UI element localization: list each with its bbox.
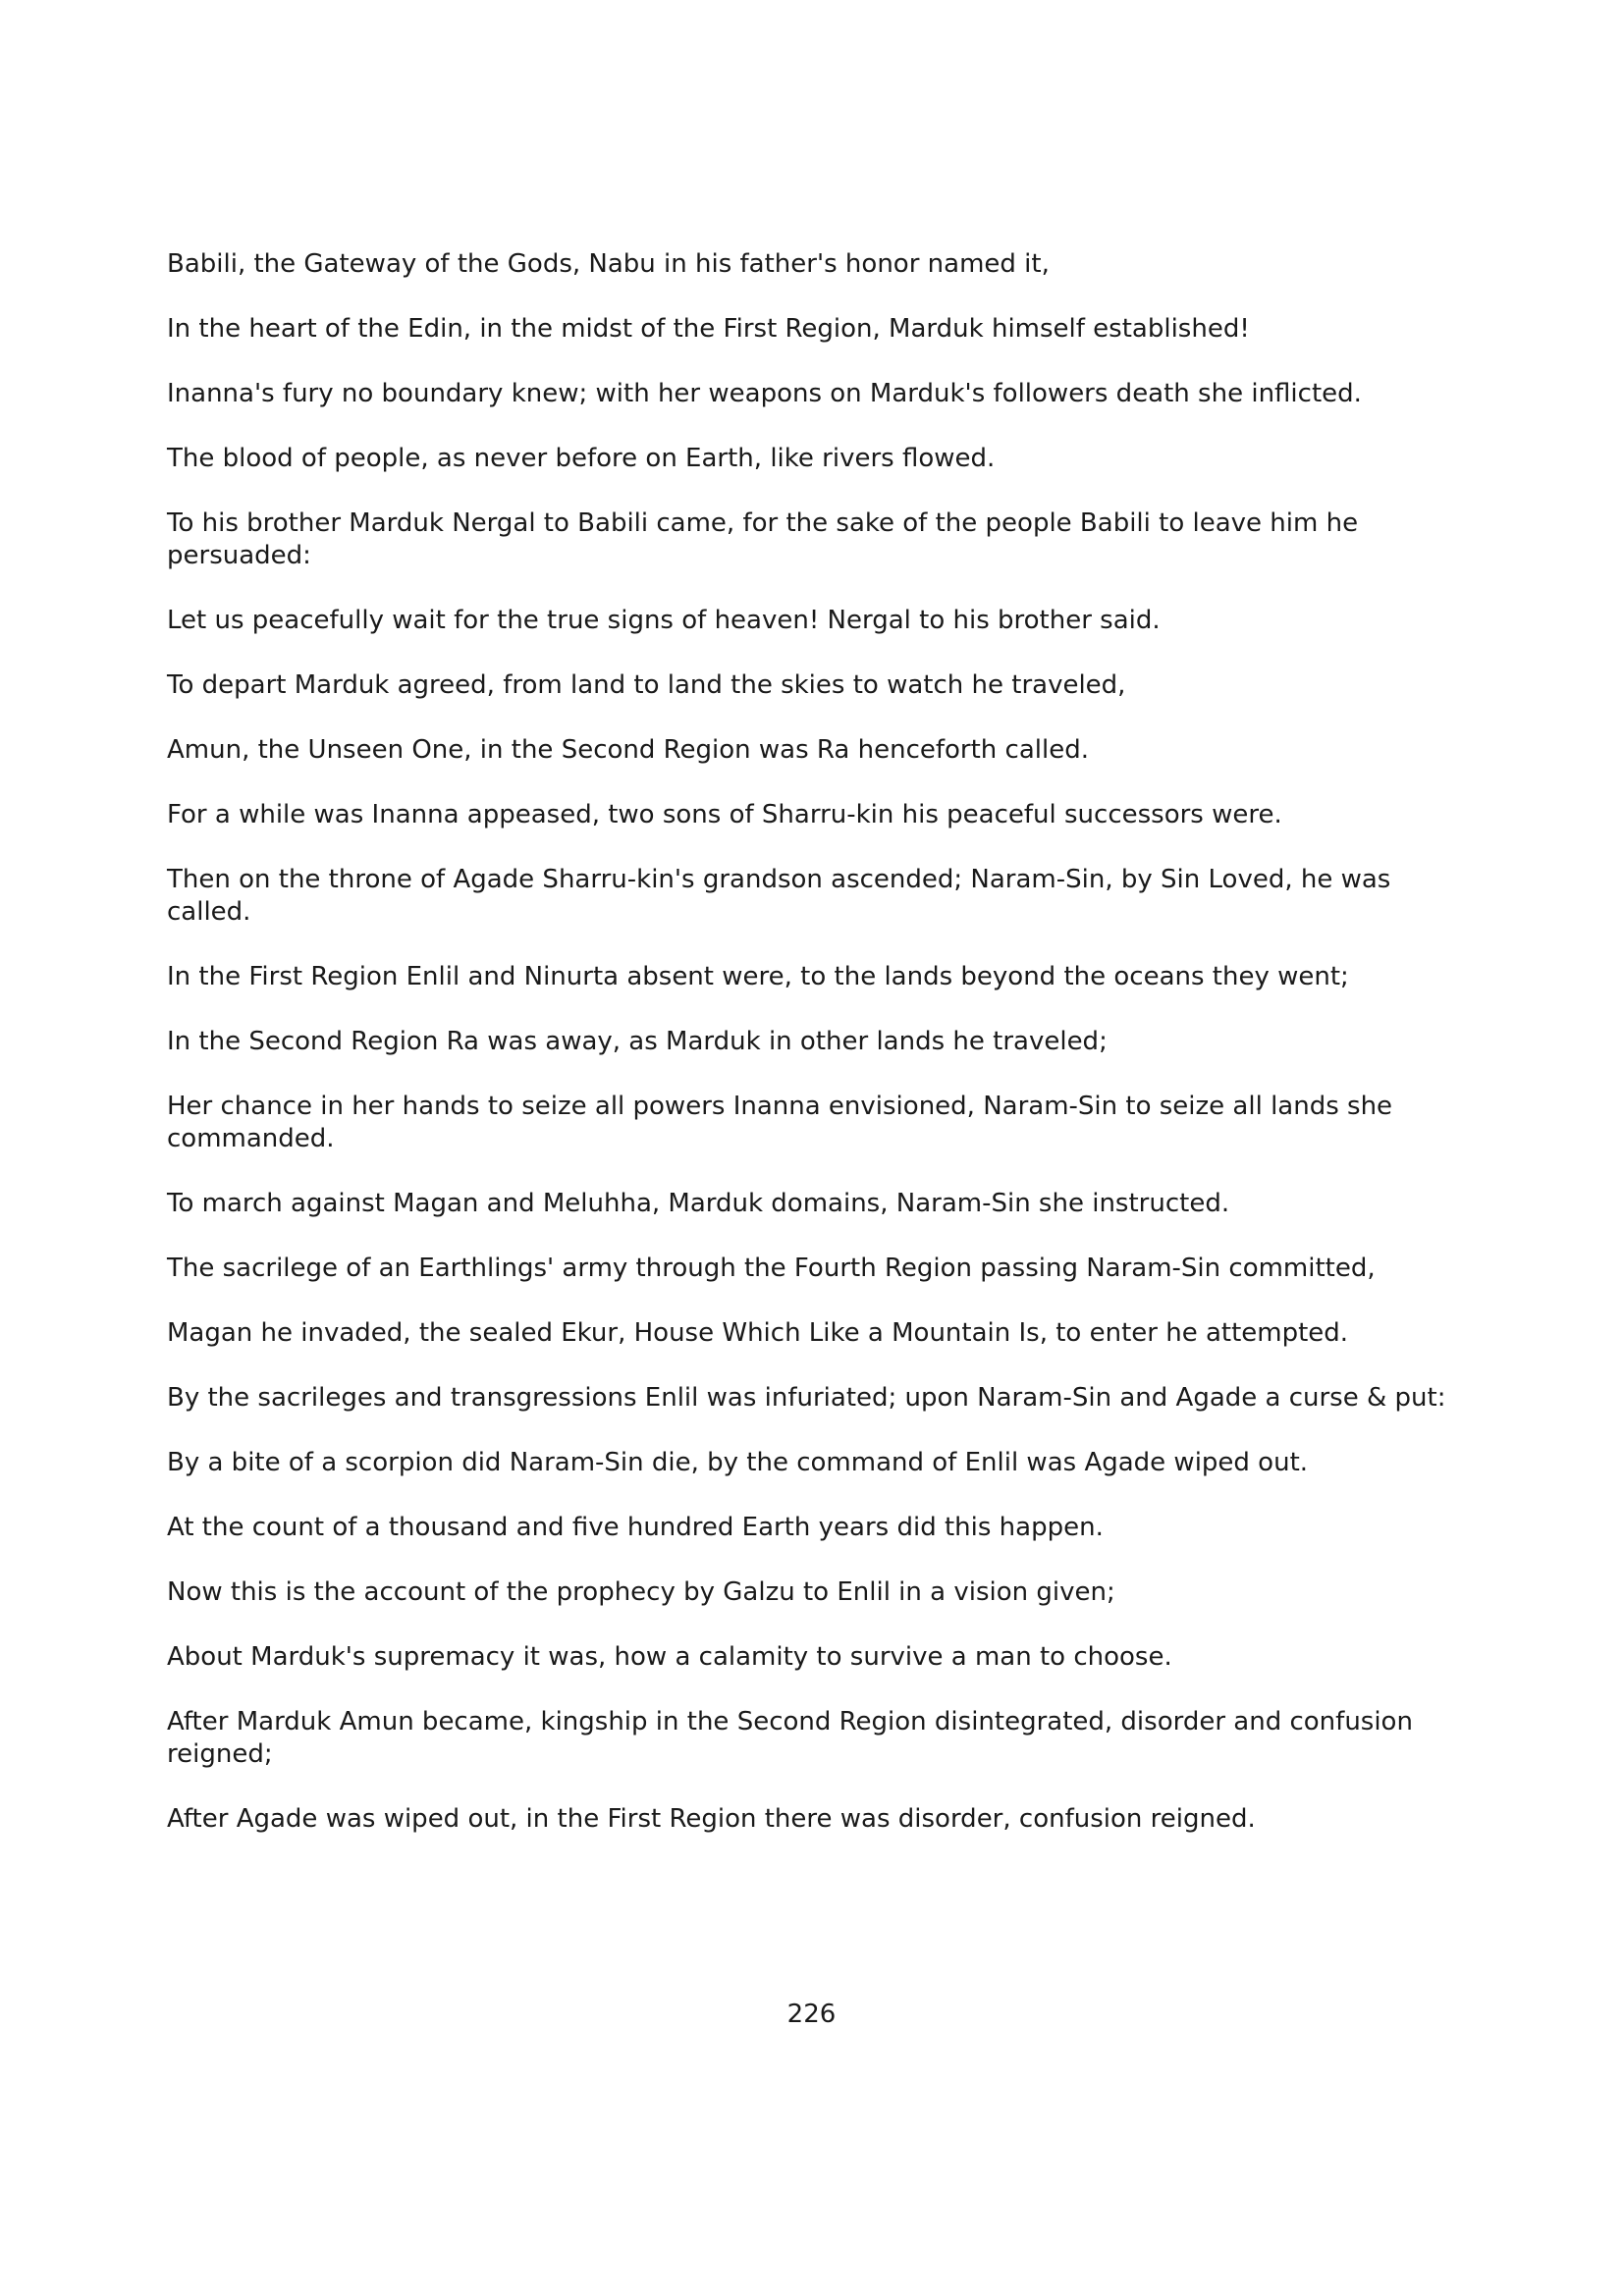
paragraph-11: In the First Region Enlil and Ninurta absent were, to the lands beyond the oceans they went; [167, 962, 1349, 991]
paragraph-10: Then on the throne of Agade Sharru-kin's grandson ascended; Naram-Sin, by Sin Loved, he was called. [167, 865, 1391, 927]
paragraph-3: Inanna's fury no boundary knew; with her weapons on Marduk's followers death she inflicted. [167, 379, 1362, 408]
paragraph-20: Now this is the account of the prophecy by Galzu to Enlil in a vision given; [167, 1577, 1115, 1607]
page-number: 226 [786, 2000, 837, 2029]
paragraph-12: In the Second Region Ra was away, as Marduk in other lands he traveled; [167, 1027, 1108, 1056]
paragraph-9: For a while was Inanna appeased, two sons of Sharru-kin his peaceful successors were. [167, 800, 1282, 829]
paragraph-1: Babili, the Gateway of the Gods, Nabu in his father's honor named it, [167, 249, 1050, 279]
paragraph-8: Amun, the Unseen One, in the Second Region was Ra henceforth called. [167, 735, 1089, 765]
paragraph-17: By the sacrileges and transgressions Enlil was infuriated; upon Naram-Sin and Agade a curse & put: [167, 1383, 1446, 1413]
paragraph-7: To depart Marduk agreed, from land to land the skies to watch he traveled, [167, 670, 1126, 700]
paragraph-14: To march against Magan and Meluhha, Marduk domains, Naram-Sin she instructed. [167, 1189, 1230, 1218]
paragraph-13: Her chance in her hands to seize all powers Inanna envisioned, Naram-Sin to seize all lands she commanded. [167, 1092, 1393, 1153]
paragraph-4: The blood of people, as never before on Earth, like rivers flowed. [167, 444, 996, 473]
paragraph-6: Let us peacefully wait for the true signs of heaven! Nergal to his brother said. [167, 606, 1161, 635]
body-text [167, 248, 1483, 1868]
paragraph-2: In the heart of the Edin, in the midst of the First Region, Marduk himself established! [167, 314, 1250, 344]
paragraph-15: The sacrilege of an Earthlings' army through the Fourth Region passing Naram-Sin committed, [167, 1254, 1376, 1283]
paragraph-19: At the count of a thousand and five hundred Earth years did this happen. [167, 1513, 1104, 1542]
paragraph-23: After Agade was wiped out, in the First Region there was disorder, confusion reigned. [167, 1804, 1256, 1834]
paragraph-16: Magan he invaded, the sealed Ekur, House Which Like a Mountain Is, to enter he attempted. [167, 1318, 1349, 1348]
paragraph-5: To his brother Marduk Nergal to Babili came, for the sake of the people Babili to leave him he persuaded: [167, 508, 1359, 570]
paragraph-18: By a bite of a scorpion did Naram-Sin die, by the command of Enlil was Agade wiped out. [167, 1448, 1309, 1477]
paragraph-21: About Marduk's supremacy it was, how a calamity to survive a man to choose. [167, 1642, 1172, 1672]
paragraph-22: After Marduk Amun became, kingship in the Second Region disintegrated, disorder and confusion reigned; [167, 1707, 1413, 1769]
